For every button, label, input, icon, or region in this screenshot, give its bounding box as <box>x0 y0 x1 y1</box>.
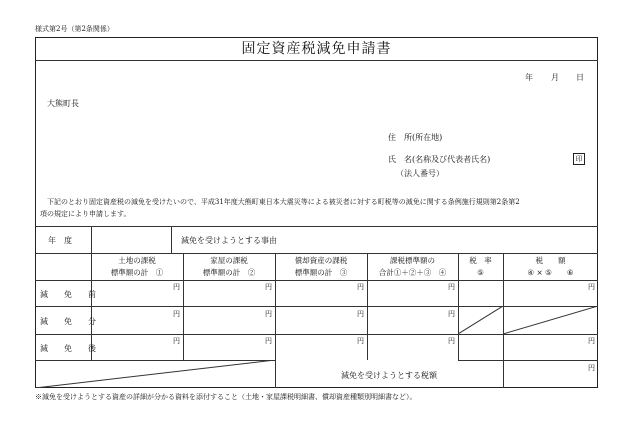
yen-unit: 円 <box>265 283 272 291</box>
yen-unit: 円 <box>448 337 455 345</box>
yen-unit: 円 <box>173 337 180 345</box>
applicant-address-label: 住 所(所在地) <box>388 133 443 142</box>
yen-unit: 円 <box>588 337 595 345</box>
yen-unit: 円 <box>448 310 455 318</box>
table-line <box>35 334 598 335</box>
column-header-tax-amount: 税 額 ④ × ⑤ ⑥ <box>527 256 574 277</box>
yen-unit: 円 <box>588 364 595 372</box>
form-title: 固定資産税減免申請書 <box>241 41 392 57</box>
seal-mark: 印 <box>573 153 585 165</box>
date-year-label: 年 <box>525 73 533 82</box>
yen-unit: 円 <box>173 283 180 291</box>
diagonal-strike-amount <box>503 306 598 334</box>
yen-unit: 円 <box>588 283 595 291</box>
title-divider <box>35 60 598 61</box>
year-header: 年 度 <box>48 236 72 245</box>
column-header-land: 土地の課税 標準額の計 ① <box>110 256 164 277</box>
applicant-name-label: 氏 名(名称及び代表者氏名) <box>388 155 491 164</box>
table-line <box>458 360 598 361</box>
applicant-corporate-number-label: （法人番号） <box>396 169 444 178</box>
addressee: 大熊町長 <box>47 99 79 108</box>
yen-unit: 円 <box>173 310 180 318</box>
request-text-line-2: 項の規定により申請します。 <box>40 210 131 218</box>
yen-unit: 円 <box>357 283 364 291</box>
column-header-depreciable-assets: 償却資産の課税 標準額の計 ③ <box>294 256 348 277</box>
column-header-house: 家屋の課税 標準額の計 ② <box>202 256 256 277</box>
yen-unit: 円 <box>265 337 272 345</box>
table-line <box>35 226 598 227</box>
footnote: ※減免を受けようとする資産の詳細が分かる資料を添付すること（土地・家屋課税明細書、償却資産種類別明細書など）。 <box>35 393 417 401</box>
column-header-taxable-total: 課税標準額の 合計①＋②＋③ ④ <box>378 256 447 277</box>
row-label-reduction: 減 免 分 <box>40 317 96 326</box>
date-day-label: 日 <box>576 73 584 82</box>
yen-unit: 円 <box>265 310 272 318</box>
row-label-after-reduction: 減 免 後 <box>40 344 96 353</box>
table-line <box>35 253 598 254</box>
diagonal-strike-rate <box>458 306 503 334</box>
table-line <box>171 226 172 253</box>
reason-header: 減免を受けようとする事由 <box>181 236 277 245</box>
row-label-before-reduction: 減 免 前 <box>40 290 96 299</box>
column-header-tax-rate: 税 率 ⑤ <box>469 256 492 277</box>
reduction-amount-label: 減免を受けようとする税額 <box>341 371 437 380</box>
form-number: 様式第2号（第2条関係） <box>35 25 114 33</box>
yen-unit: 円 <box>448 283 455 291</box>
table-line <box>35 280 598 281</box>
date-month-label: 月 <box>551 73 559 82</box>
yen-unit: 円 <box>357 337 364 345</box>
yen-unit: 円 <box>357 310 364 318</box>
diagonal-strike-bottom <box>35 360 275 388</box>
request-text-line-1: 下記のとおり固定資産税の減免を受けたいので、平成31年度大熊町東日本大震災等による被災者に対する町税等の減免に関する条例施行規則第2条第2 <box>47 198 520 206</box>
